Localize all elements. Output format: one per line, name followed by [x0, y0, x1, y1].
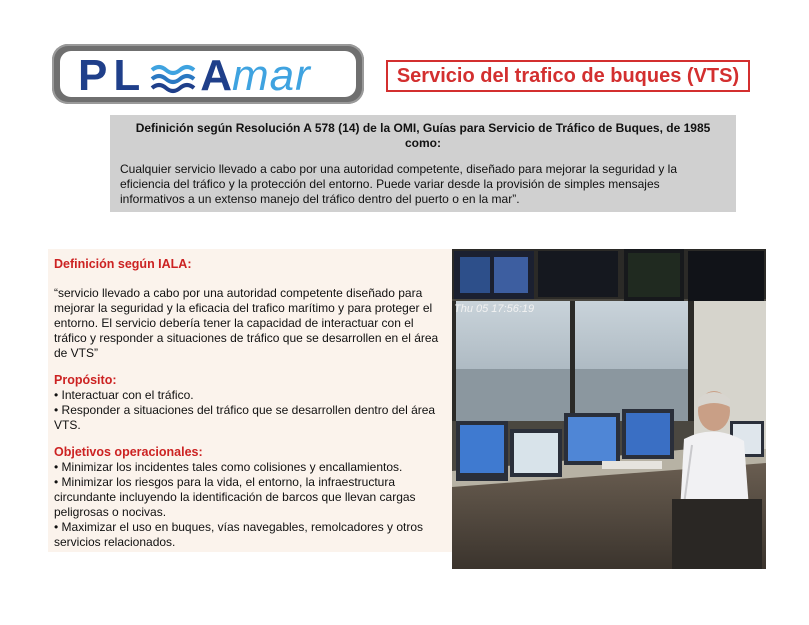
logo-left-text: PL — [78, 51, 147, 100]
iala-heading: Definición según IALA: — [54, 257, 192, 271]
omi-definition-box — [110, 115, 736, 212]
clock-readout: Thu 05 17:56:19 — [454, 303, 535, 315]
waves-icon — [150, 62, 196, 94]
objective-item: • Maximizar el uso en buques, vías navegables, remolcadores y otros servicios relacionados. — [54, 520, 424, 549]
objectives-heading: Objetivos operacionales: — [54, 445, 203, 459]
logo-right-text: mar — [232, 51, 311, 100]
objective-item: • Minimizar los riesgos para la vida, el entorno, la infraestructura circundante incluyendo la identificación de barcos que llevan cargas peligrosas o nocivas. — [54, 475, 416, 519]
purpose-item: • Responder a situaciones del tráfico que se desarrollen dentro del área VTS. — [54, 403, 436, 432]
iala-quote: “servicio llevado a cabo por una autoridad competente diseñado para mejorar la seguridad y la eficacia del trafico marítimo y para proteger el entorno. El servicio debería tener la capacidad de interactuar con el tráfico y responder a situaciones de tráfico que se desarrollen en el área de VTS” — [54, 286, 439, 360]
objective-item: • Minimizar los incidentes tales como colisiones y encallamientos. — [54, 460, 403, 474]
pleamar-logo — [52, 44, 364, 104]
omi-heading-line2: como: — [405, 136, 441, 150]
purpose-item: • Interactuar con el tráfico. — [54, 388, 194, 402]
logo-wordmark — [78, 53, 311, 99]
vts-control-room-photo — [452, 249, 766, 569]
control-room-illustration — [452, 249, 766, 569]
iala-panel — [48, 249, 453, 552]
purpose-heading: Propósito: — [54, 373, 117, 387]
logo-inner — [60, 51, 356, 100]
logo-a-glyph: A — [200, 51, 233, 100]
omi-heading-line1: Definición según Resolución A 578 (14) de la OMI, Guías para Servicio de Tráfico de Buques, de 1985 — [135, 121, 711, 135]
omi-definition-text: Cualquier servicio llevado a cabo por una autoridad competente, diseñado para mejorar la seguridad y la eficiencia del tráfico y la protección del entorno. Puede variar desde la provisión de simples mensajes informativos a un extenso manejo del tráfico dentro del puerto o en la mar”. — [120, 162, 678, 206]
omi-heading — [120, 121, 726, 151]
page-title: Servicio del trafico de buques (VTS) — [396, 65, 740, 87]
title-box — [386, 60, 750, 92]
